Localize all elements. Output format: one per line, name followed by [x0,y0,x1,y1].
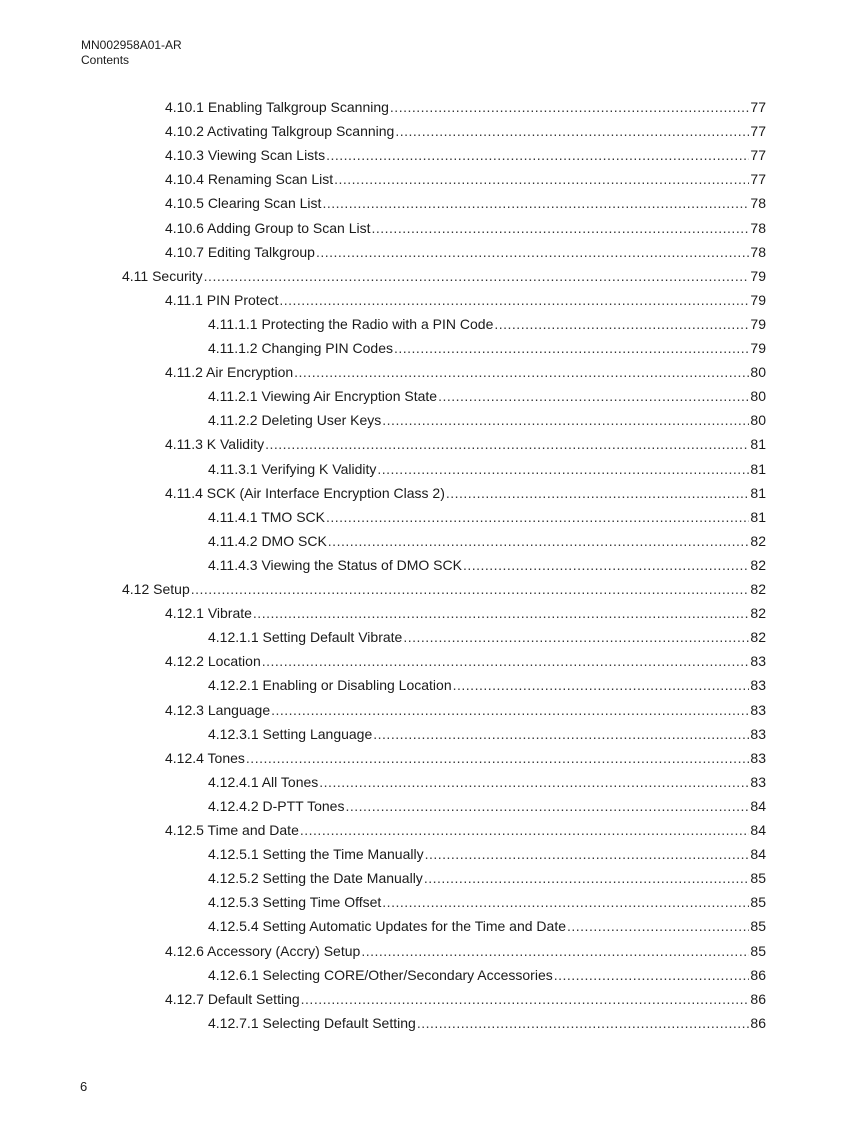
toc-entry-title: 4.11.3.1 Verifying K Validity [208,460,377,477]
toc-entry[interactable] [165,483,766,503]
toc-entry-title: 4.12.4 Tones [165,749,245,766]
toc-entry-page: 81 [750,460,766,477]
toc-entry-title: 4.10.2 Activating Talkgroup Scanning [165,123,395,140]
toc-entry-title: 4.11.4.2 DMO SCK [208,532,327,549]
toc-entry-title: 4.11.2.2 Deleting User Keys [208,412,382,429]
page-number: 6 [80,1079,88,1094]
toc-entry-title: 4.11.4.3 Viewing the Status of DMO SCK [208,556,462,573]
toc-entry[interactable] [208,724,766,744]
dot-leader [262,651,750,671]
toc-entry-page: 84 [750,846,766,863]
toc-entry[interactable] [122,579,766,599]
toc-entry[interactable] [165,145,766,165]
toc-entry-page: 82 [750,581,766,597]
toc-entry[interactable] [165,989,766,1009]
toc-entry-page: 80 [750,388,766,405]
toc-entry-page: 83 [750,773,766,790]
toc-entry[interactable] [208,314,766,334]
dot-leader [319,772,749,792]
toc-entry-page: 79 [750,340,766,356]
toc-entry[interactable] [208,796,766,816]
dot-leader [567,916,749,936]
toc-entry[interactable] [208,531,766,551]
toc-entry[interactable] [165,651,766,671]
toc-entry-page: 77 [750,147,766,164]
page-header [81,38,182,68]
toc-entry[interactable] [165,748,766,768]
toc-entry-page: 81 [750,436,766,453]
toc-entry[interactable] [208,868,766,888]
toc-entry[interactable] [165,242,766,262]
toc-entry[interactable] [208,627,766,647]
toc-entry-title: 4.10.4 Renaming Scan List [165,171,334,188]
dot-leader [425,844,750,864]
toc-entry-title: 4.12.1.1 Setting Default Vibrate [208,629,403,646]
toc-entry-title: 4.12.5.3 Setting Time Offset [208,894,382,911]
dot-leader [463,555,749,575]
dot-leader [265,434,749,454]
dot-leader [345,796,749,816]
toc-entry-title: 4.11.3 K Validity [165,436,265,453]
toc-entry-title: 4.12.6 Accessory (Accry) Setup [165,942,361,959]
dot-leader [279,290,749,310]
toc-entry[interactable] [208,410,766,430]
toc-entry-page: 79 [750,315,766,332]
dot-leader [554,965,750,985]
toc-entry-page: 80 [750,364,766,381]
toc-entry-page: 82 [750,556,766,573]
toc-entry-title: 4.11.1.1 Protecting the Radio with a PIN Code [208,315,494,332]
dot-leader [361,941,749,961]
toc-entry[interactable] [165,603,766,623]
dot-leader [494,314,749,334]
toc-entry-page: 77 [750,171,766,188]
dot-leader [403,627,749,647]
dot-leader [300,820,750,840]
toc-entry-page: 82 [750,605,766,622]
toc-entry-page: 85 [750,918,766,935]
toc-entry-title: 4.12.2 Location [165,653,261,670]
dot-leader [326,145,749,165]
toc-entry-title: 4.10.5 Clearing Scan List [165,195,322,212]
toc-entry-page: 85 [750,870,766,887]
toc-entry-page: 83 [750,725,766,742]
toc-entry-title: 4.12.7.1 Selecting Default Setting [208,1014,416,1031]
dot-leader [191,579,750,599]
document-id: MN002958A01-AR [81,38,182,52]
toc-entry-title: 4.11 Security [122,267,203,284]
toc-entry[interactable] [208,1013,766,1033]
toc-entry[interactable] [122,266,766,286]
toc-entry-title: 4.12.6.1 Selecting CORE/Other/Secondary Accessories [208,966,553,983]
toc-entry-page: 78 [750,219,766,236]
dot-leader [334,169,749,189]
toc-entry[interactable] [165,700,766,720]
toc-entry[interactable] [165,121,766,141]
toc-entry-page: 77 [750,99,766,115]
dot-leader [322,193,749,213]
toc-entry[interactable] [165,290,766,310]
toc-entry-title: 4.10.1 Enabling Talkgroup Scanning [165,99,389,115]
toc-entry[interactable] [165,434,766,454]
toc-entry-title: 4.10.3 Viewing Scan Lists [165,147,326,164]
toc-entry[interactable] [208,338,766,358]
dot-leader [382,410,749,430]
dot-leader [316,242,749,262]
toc-entry-page: 85 [750,894,766,911]
toc-entry-title: 4.11.2 Air Encryption [165,364,294,381]
toc-entry[interactable] [165,941,766,961]
toc-entry[interactable] [208,892,766,912]
toc-entry-title: 4.12.3.1 Setting Language [208,725,373,742]
toc-entry-page: 86 [750,990,766,1007]
toc-entry-page: 80 [750,412,766,429]
section-label: Contents [81,53,130,67]
toc-entry-page: 79 [750,291,766,308]
toc-entry-page: 81 [750,484,766,501]
dot-leader [204,266,750,286]
dot-leader [253,603,750,623]
toc-entry[interactable] [208,916,766,936]
toc-entry[interactable] [165,362,766,382]
toc-entry[interactable] [165,193,766,213]
dot-leader [294,362,749,382]
toc-entry-title: 4.12.5.1 Setting the Time Manually [208,846,424,863]
toc-entry-title: 4.12.1 Vibrate [165,605,252,622]
dot-leader [246,748,750,768]
toc-entry[interactable] [208,555,766,575]
toc-entry-title: 4.11.1 PIN Protect [165,291,279,308]
toc-entry-title: 4.10.7 Editing Talkgroup [165,243,315,260]
toc-entry-page: 84 [750,822,766,838]
toc-entry-page: 78 [750,243,766,260]
toc-entry-title: 4.12.7 Default Setting [165,990,300,1007]
toc-entry-title: 4.12.3 Language [165,701,271,718]
dot-leader [301,989,750,1009]
toc-entry-title: 4.12.5.4 Setting Automatic Updates for the Time and Date [208,918,566,935]
toc-entry-title: 4.12.4.2 D-PTT Tones [208,797,345,814]
toc-entry[interactable] [165,820,766,840]
dot-leader [424,868,750,888]
dot-leader [390,97,750,117]
toc-entry-page: 78 [750,195,766,212]
toc-entry-page: 83 [750,653,766,670]
toc-entry[interactable] [165,218,766,238]
toc-entry-page: 83 [750,701,766,718]
toc-entry-page: 82 [750,532,766,549]
toc-entry-page: 82 [750,629,766,646]
toc-entry[interactable] [208,386,766,406]
dot-leader [394,338,749,358]
toc-entry-page: 86 [750,1014,766,1031]
toc-entry-page: 79 [750,267,766,284]
toc-entry-title: 4.12.5.2 Setting the Date Manually [208,870,423,887]
dot-leader [326,507,749,527]
toc-entry-title: 4.11.2.1 Viewing Air Encryption State [208,388,438,405]
dot-leader [377,459,749,479]
dot-leader [382,892,749,912]
toc-entry-page: 83 [750,677,766,694]
dot-leader [328,531,750,551]
toc-entry-title: 4.11.1.2 Changing PIN Codes [208,340,393,356]
toc-entry-title: 4.12 Setup [122,581,190,597]
dot-leader [373,724,749,744]
dot-leader [438,386,749,406]
toc-entry[interactable] [208,507,766,527]
dot-leader [446,483,750,503]
toc-entry[interactable] [208,844,766,864]
toc-entry-page: 86 [750,966,766,983]
toc-entry-page: 85 [750,942,766,959]
toc-entry-page: 83 [750,749,766,766]
dot-leader [371,218,749,238]
dot-leader [453,675,750,695]
toc-entry[interactable] [165,169,766,189]
toc-entry-title: 4.11.4.1 TMO SCK [208,508,325,525]
toc-entry-page: 77 [750,123,766,140]
dot-leader [271,700,749,720]
toc-entry-page: 84 [750,797,766,814]
toc-entry[interactable] [208,772,766,792]
toc-entry-title: 4.11.4 SCK (Air Interface Encryption Class 2) [165,484,445,501]
dot-leader [395,121,749,141]
toc-entry-title: 4.12.5 Time and Date [165,822,299,838]
toc-entry[interactable] [165,97,766,117]
toc-entry[interactable] [208,965,766,985]
toc-entry-title: 4.10.6 Adding Group to Scan List [165,219,371,236]
toc-entry-page: 81 [750,508,766,525]
toc-entry-title: 4.12.4.1 All Tones [208,773,319,790]
dot-leader [417,1013,750,1033]
toc-entry[interactable] [208,675,766,695]
toc-entry[interactable] [208,459,766,479]
toc-entry-title: 4.12.2.1 Enabling or Disabling Location [208,677,452,694]
